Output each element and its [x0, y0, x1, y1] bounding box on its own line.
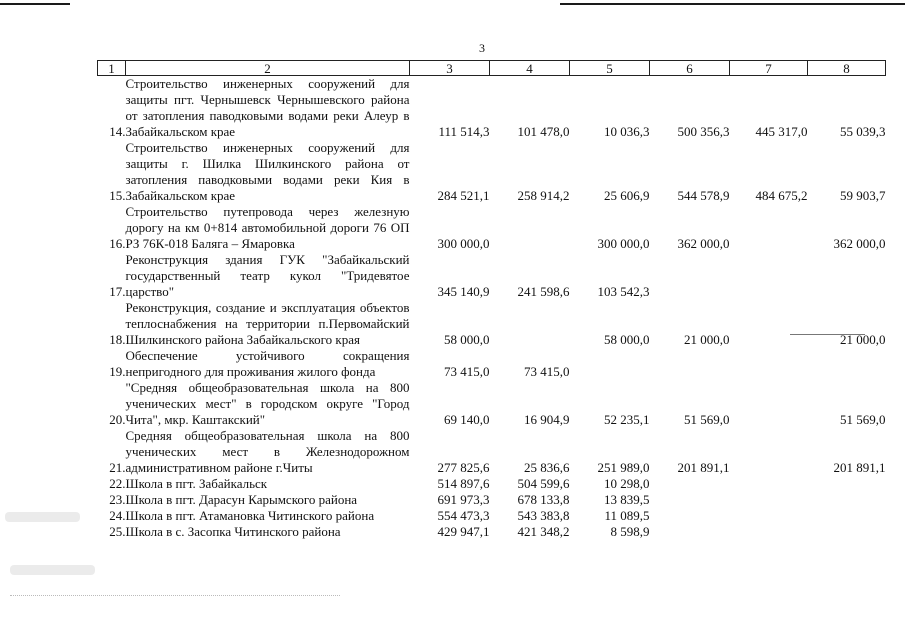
table-row	[98, 508, 886, 524]
budget-table	[97, 60, 886, 540]
value-col-7	[730, 476, 808, 492]
table-row	[98, 428, 886, 476]
row-number: 22.	[109, 476, 126, 491]
value-col-6: 21 000,0	[684, 332, 730, 347]
value-col-7: 484 675,2	[755, 188, 808, 203]
table-row	[98, 204, 886, 252]
value-col-4: 73 415,0	[524, 364, 570, 379]
value-col-5	[570, 348, 650, 380]
value-col-4	[490, 300, 570, 348]
value-col-6	[650, 252, 730, 300]
scan-dotted-line	[790, 334, 865, 336]
table-row	[98, 524, 886, 540]
object-name: Школа в с. Засопка Читинского района	[125, 524, 341, 539]
column-header-1: 1	[98, 61, 126, 76]
value-col-3: 429 947,1	[437, 524, 490, 539]
value-col-6	[650, 492, 730, 508]
column-header-3: 3	[410, 61, 490, 76]
value-col-5: 103 542,3	[597, 284, 650, 299]
table-row	[98, 492, 886, 508]
object-name: Строительство инженерных сооружений для защиты пгт. Чернышевск Чернышевского района от затопления паводковыми водами реки Алеур в Забайкальском крае	[125, 76, 410, 139]
value-col-6: 362 000,0	[677, 236, 730, 251]
value-col-6: 544 578,9	[677, 188, 730, 203]
value-col-6: 201 891,1	[677, 460, 730, 475]
scan-smudge	[10, 565, 95, 575]
value-col-8	[808, 348, 886, 380]
value-col-3: 284 521,1	[437, 188, 490, 203]
value-col-4: 101 478,0	[517, 124, 570, 139]
object-name: Обеспечение устойчивого сокращения непригодного для проживания жилого фонда	[125, 348, 410, 379]
row-number: 21.	[109, 460, 126, 475]
value-col-3: 691 973,3	[437, 492, 490, 507]
table-row	[98, 76, 886, 141]
value-col-3: 554 473,3	[437, 508, 490, 523]
object-name: Строительство путепровода через железную дорогу на км 0+814 автомобильной дороги 76 ОП РЗ 76К-018 Баляга – Ямаровка	[125, 204, 410, 251]
value-col-8: 55 039,3	[840, 124, 886, 139]
value-col-4: 678 133,8	[517, 492, 570, 507]
table-row	[98, 252, 886, 300]
row-number: 23.	[109, 492, 126, 507]
column-header-5: 5	[570, 61, 650, 76]
value-col-7	[730, 348, 808, 380]
value-col-8: 59 903,7	[840, 188, 886, 203]
value-col-3: 277 825,6	[437, 460, 490, 475]
object-name: Реконструкция здания ГУК "Забайкальский государственный театр кукол "Тридевятое царство"	[125, 252, 410, 299]
object-name: Строительство инженерных сооружений для защиты г. Шилка Шилкинского района от затопления паводковыми водами реки Кия в Забайкальском крае	[125, 140, 410, 203]
page-number: 3	[479, 41, 485, 55]
object-name: Школа в пгт. Забайкальск	[125, 476, 268, 491]
table-row	[98, 348, 886, 380]
value-col-8: 362 000,0	[833, 236, 886, 251]
value-col-5: 25 606,9	[604, 188, 650, 203]
row-number: 25.	[109, 524, 126, 539]
value-col-4	[490, 204, 570, 252]
value-col-4: 25 836,6	[524, 460, 570, 475]
value-col-8	[808, 508, 886, 524]
value-col-5: 10 036,3	[604, 124, 650, 139]
value-col-3: 111 514,3	[438, 124, 490, 139]
value-col-8: 21 000,0	[840, 332, 886, 347]
scan-edge-line-left	[0, 3, 70, 5]
column-header-8: 8	[808, 61, 886, 76]
value-col-6	[650, 508, 730, 524]
column-number-row	[98, 61, 886, 76]
object-name: Средняя общеобразовательная школа на 800 ученических мест в Железнодорожном административном районе г.Читы	[125, 428, 410, 475]
column-header-4: 4	[490, 61, 570, 76]
row-number: 16.	[109, 236, 126, 251]
value-col-7: 445 317,0	[755, 124, 808, 139]
value-col-5: 10 298,0	[604, 476, 650, 491]
row-number: 17.	[109, 284, 126, 299]
value-col-5: 300 000,0	[597, 236, 650, 251]
value-col-4: 421 348,2	[517, 524, 570, 539]
value-col-7	[730, 380, 808, 428]
value-col-4: 504 599,6	[517, 476, 570, 491]
scan-smudge	[5, 512, 80, 522]
scan-dotted-line	[10, 595, 340, 597]
row-number: 19.	[109, 364, 126, 379]
table-row	[98, 140, 886, 204]
table-row	[98, 380, 886, 428]
value-col-7	[730, 204, 808, 252]
value-col-5: 8 598,9	[610, 524, 650, 539]
table-row	[98, 476, 886, 492]
value-col-3: 69 140,0	[444, 412, 490, 427]
object-name: Школа в пгт. Дарасун Карымского района	[125, 492, 358, 507]
value-col-5: 52 235,1	[604, 412, 650, 427]
value-col-4: 16 904,9	[524, 412, 570, 427]
object-name: Реконструкция, создание и эксплуатация объектов теплоснабжения на территории п.Первомайский Шилкинского района Забайкальского края	[125, 300, 410, 347]
row-number: 14.	[109, 124, 126, 139]
value-col-6	[650, 476, 730, 492]
value-col-3: 73 415,0	[444, 364, 490, 379]
value-col-6	[650, 348, 730, 380]
value-col-3: 58 000,0	[444, 332, 490, 347]
value-col-6	[650, 524, 730, 540]
value-col-5: 58 000,0	[604, 332, 650, 347]
value-col-7	[730, 524, 808, 540]
value-col-3: 300 000,0	[437, 236, 490, 251]
value-col-8	[808, 476, 886, 492]
value-col-4: 258 914,2	[517, 188, 570, 203]
value-col-7	[730, 252, 808, 300]
value-col-8	[808, 252, 886, 300]
value-col-8	[808, 492, 886, 508]
row-number: 20.	[109, 412, 126, 427]
column-header-2: 2	[126, 61, 410, 76]
object-name: Школа в пгт. Атамановка Читинского района	[125, 508, 375, 523]
value-col-5: 251 989,0	[597, 460, 650, 475]
value-col-8: 51 569,0	[840, 412, 886, 427]
value-col-3: 514 897,6	[437, 476, 490, 491]
value-col-4: 543 383,8	[517, 508, 570, 523]
value-col-5: 13 839,5	[604, 492, 650, 507]
row-number: 15.	[109, 188, 126, 203]
row-number: 24.	[109, 508, 126, 523]
column-header-6: 6	[650, 61, 730, 76]
object-name: "Средняя общеобразовательная школа на 800 ученических мест" в городском округе "Город Чита", мкр. Каштакский"	[125, 380, 410, 427]
scan-edge-line-right	[560, 3, 905, 5]
value-col-6: 51 569,0	[684, 412, 730, 427]
value-col-8	[808, 524, 886, 540]
value-col-7	[730, 300, 808, 348]
value-col-4: 241 598,6	[517, 284, 570, 299]
value-col-7	[730, 492, 808, 508]
value-col-6: 500 356,3	[677, 124, 730, 139]
value-col-7	[730, 508, 808, 524]
column-header-7: 7	[730, 61, 808, 76]
value-col-5: 11 089,5	[604, 508, 650, 523]
value-col-7	[730, 428, 808, 476]
value-col-8: 201 891,1	[833, 460, 886, 475]
value-col-3: 345 140,9	[437, 284, 490, 299]
row-number: 18.	[109, 332, 126, 347]
table-row	[98, 300, 886, 348]
